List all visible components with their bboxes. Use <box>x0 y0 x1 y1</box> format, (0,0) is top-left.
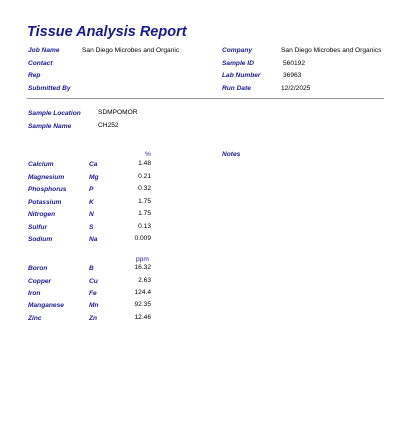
nutrient-symbol: Mg <box>89 174 99 181</box>
nutrient-value: 1.48 <box>138 160 151 167</box>
nutrient-name: Boron <box>28 265 48 272</box>
nutrient-symbol: Ca <box>89 161 98 168</box>
contact-label: Contact <box>28 60 53 67</box>
rep-label: Rep <box>28 72 41 79</box>
nutrient-name: Copper <box>28 278 52 285</box>
lab-number-value: 36963 <box>283 72 302 79</box>
nutrient-name: Iron <box>28 290 41 297</box>
nutrient-name: Calcium <box>28 161 54 168</box>
nutrient-symbol: Zn <box>89 315 98 322</box>
nutrient-symbol: Fe <box>89 290 97 297</box>
sample-name-value: CH252 <box>98 122 119 129</box>
nutrient-symbol: N <box>89 211 94 218</box>
nutrient-value: 124.4 <box>134 289 151 296</box>
company-label: Company <box>222 47 253 54</box>
nutrient-value: 0.21 <box>138 173 151 180</box>
nutrient-name: Manganese <box>28 302 64 309</box>
nutrient-symbol: P <box>89 186 94 193</box>
submitted-by-label: Submitted By <box>28 85 71 92</box>
nutrient-symbol: S <box>89 224 94 231</box>
nutrient-value: 92.35 <box>134 301 151 308</box>
nutrient-symbol: B <box>89 265 94 272</box>
nutrient-symbol: Mn <box>89 302 99 309</box>
nutrient-name: Phosphorus <box>28 186 67 193</box>
header-divider <box>27 98 384 99</box>
nutrient-name: Sodium <box>28 236 53 243</box>
job-name-value: San Diego Microbes and Organic <box>82 47 180 54</box>
nutrient-value: 1.75 <box>138 210 151 217</box>
job-name-label: Job Name <box>28 47 60 54</box>
nutrient-name: Potassium <box>28 199 62 206</box>
nutrient-value: 12.46 <box>134 314 151 321</box>
nutrient-symbol: Cu <box>89 278 98 285</box>
sample-location-label: Sample Location <box>28 110 81 117</box>
nutrient-value: 0.32 <box>138 185 151 192</box>
report-title: Tissue Analysis Report <box>27 24 187 40</box>
lab-number-label: Lab Number <box>222 72 261 79</box>
run-date-value: 12/2/2025 <box>281 85 311 92</box>
sample-name-label: Sample Name <box>28 123 72 130</box>
nutrient-name: Zinc <box>28 315 42 322</box>
sample-location-value: SDMPOMOR <box>98 109 138 116</box>
nutrient-symbol: Na <box>89 236 98 243</box>
percent-unit-header: % <box>145 151 151 158</box>
ppm-unit-header: ppm <box>136 256 149 263</box>
sample-id-label: Sample ID <box>222 60 254 67</box>
nutrient-symbol: K <box>89 199 94 206</box>
nutrient-value: 2.63 <box>138 277 151 284</box>
nutrient-value: 16.32 <box>134 264 151 271</box>
nutrient-name: Magnesium <box>28 174 65 181</box>
nutrient-name: Sulfur <box>28 224 48 231</box>
company-value: San Diego Microbes and Organics <box>281 47 382 54</box>
nutrient-name: Nitrogen <box>28 211 56 218</box>
run-date-label: Run Date <box>222 85 251 92</box>
nutrient-value: 0.009 <box>134 235 151 242</box>
sample-id-value: 560192 <box>283 60 306 67</box>
notes-label: Notes <box>222 151 241 158</box>
nutrient-value: 1.75 <box>138 198 151 205</box>
nutrient-value: 0.13 <box>138 223 151 230</box>
